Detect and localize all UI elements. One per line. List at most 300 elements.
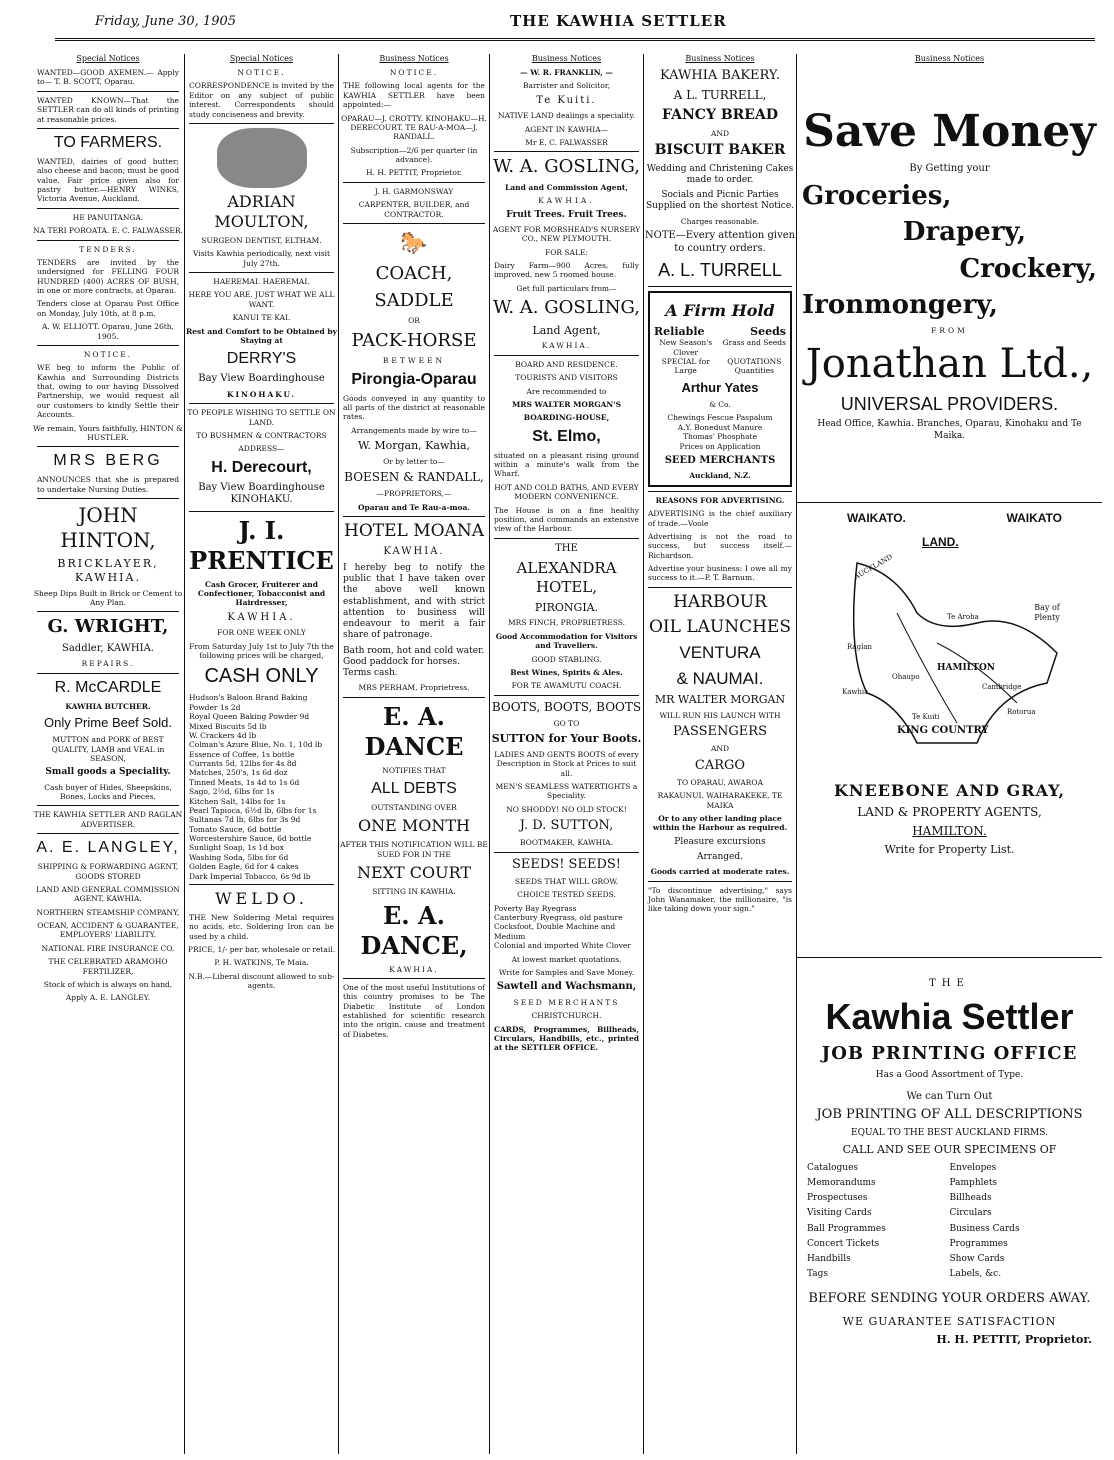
ad-launch-cargo: CARGO bbox=[694, 757, 746, 773]
ad-mccardle-meat: MUTTON and PORK of BEST QUALITY, LAMB and VEAL in SEASON, bbox=[51, 735, 165, 763]
settler-title: Kawhia Settler bbox=[825, 996, 1074, 1038]
ad-launch-morgan: MR WALTER MORGAN bbox=[654, 692, 786, 706]
ad-seeds-lowest: At lowest market quotations. bbox=[511, 954, 622, 964]
specimen-item: Programmes bbox=[949, 1238, 1008, 1249]
map-waikato-right: WAIKATO bbox=[1006, 510, 1062, 525]
ad-sutton-shoddy: NO SHODDY! NO OLD STOCK! bbox=[506, 804, 627, 814]
job-printing-ad bbox=[797, 957, 1102, 1347]
ad-yates-special: SPECIAL for Large bbox=[661, 357, 710, 376]
ad-yates-merchants: SEED MERCHANTS bbox=[664, 454, 776, 466]
ad-derry-here: HERE YOU ARE. JUST WHAT WE ALL WANT. bbox=[188, 290, 335, 309]
ad-sutton-sign: J. D. SUTTON, bbox=[519, 818, 614, 833]
ad-sutton-ladies: LADIES AND GENTS BOOTS of every Description in Stock at Prices to suit all. bbox=[494, 749, 639, 778]
specimen-item: Handbills bbox=[807, 1254, 851, 1265]
ad-seeds-choice: CHOICE TESTED SEEDS. bbox=[517, 890, 616, 900]
ad-yates bbox=[648, 291, 792, 487]
ad-diabetic: One of the most useful Institutions of this country promises to be The Diabetic Institute of London established for scientific research into the origin, cause and treatment of Diabetes. bbox=[343, 982, 485, 1039]
ad-gosling-title: W. A. GOSLING, bbox=[493, 156, 640, 178]
map-label: Rotorua bbox=[1007, 707, 1036, 716]
ad-gosling-fruit: Fruit Trees. Fruit Trees. bbox=[506, 209, 627, 220]
ad-launch-places: RAKAUNUI, WAIHARAKEKE, TE MAIKA bbox=[657, 791, 783, 810]
ad-tenders-close: Tenders close at Oparau Post Office on Monday, July 10th, at 8 p.m. bbox=[37, 299, 179, 318]
ad-franklin-place: Te Kuiti. bbox=[536, 94, 597, 106]
ad-stelmo-baths: HOT AND COLD BATHS, AND EVERY MODERN CONVENIENCE. bbox=[494, 482, 639, 502]
ad-moana-sign: MRS PERHAM, Proprietress. bbox=[358, 683, 470, 693]
ad-gosling-particulars: Get full particulars from— bbox=[516, 283, 617, 293]
ad-sutton-boots: BOOTS, BOOTS, BOOTS bbox=[491, 699, 642, 714]
specimen-item: Prospectuses bbox=[807, 1193, 868, 1204]
ad-launch-landing: Or to any other landing place within the Harbour as required. bbox=[652, 813, 788, 833]
ad-coach-goods: Goods conveyed in any quantity to all parts of the district at reasonable rates. bbox=[343, 393, 485, 422]
ad-coach-pack: PACK-HORSE bbox=[351, 329, 477, 351]
kneebone-place: HAMILTON. bbox=[912, 823, 987, 838]
ad-bakery-note: NOTE—Every attention given to country orders. bbox=[644, 230, 796, 254]
settler-equal: EQUAL TO THE BEST AUCKLAND FIRMS. bbox=[851, 1127, 1048, 1138]
ad-launch-ventura: VENTURA bbox=[679, 643, 761, 663]
ad-stelmo-morgan: MRS WALTER MORGAN'S bbox=[512, 399, 621, 409]
ad-agents-body: THE following local agents for the KAWHIA SETTLER have been appointed:— bbox=[343, 81, 485, 110]
ad-launch-will: WILL RUN HIS LAUNCH WITH bbox=[659, 710, 781, 720]
price-item: Kitchen Salt, 14lbs for 1s bbox=[189, 796, 286, 806]
jonathan-title: Jonathan Ltd., bbox=[805, 340, 1094, 387]
ad-gosling2-title: W. A. GOSLING, bbox=[493, 297, 640, 319]
waikato-map bbox=[837, 553, 1077, 753]
settler-turnout: We can Turn Out bbox=[906, 1090, 993, 1102]
ad-launch-title: OIL LAUNCHES bbox=[648, 617, 791, 637]
ad-gosling-sale: FOR SALE: bbox=[545, 247, 588, 257]
ad-langley-shipping: SHIPPING & FORWARDING AGENT, GOODS STORED bbox=[37, 862, 179, 881]
ad-garmonsway-title: J. H. GARMONSWAY bbox=[374, 186, 454, 196]
ad-gosling-place: KAWHIA. bbox=[538, 196, 595, 206]
ad-franklin-native: NATIVE LAND dealings a speciality. bbox=[498, 111, 635, 121]
ad-dance-sitting: SITTING IN KAWHIA. bbox=[372, 887, 456, 897]
jonathan-universal: UNIVERSAL PROVIDERS. bbox=[840, 393, 1059, 414]
ad-coach-title: COACH, bbox=[375, 263, 453, 285]
ad-derry-haeremai: HAEREMAI. HAEREMAI. bbox=[213, 277, 310, 286]
ad-weldo-nb: N.B.—Liberal discount allowed to sub-agents. bbox=[188, 971, 335, 991]
ad-sutton-place: BOOTMAKER, KAWHIA. bbox=[520, 838, 613, 848]
price-item: Worcestershire Sauce, 6d bottle bbox=[189, 834, 312, 843]
ad-prentice-cash: CASH ONLY bbox=[204, 665, 319, 688]
ad-seeds-write: Write for Samples and Save Money. bbox=[498, 967, 635, 977]
ad-moana-place: KAWHIA. bbox=[383, 546, 445, 558]
specimen-item: Circulars bbox=[949, 1208, 992, 1219]
specimen-item: Ball Programmes bbox=[807, 1223, 886, 1234]
specimen-item: Catalogues bbox=[807, 1162, 859, 1173]
ad-coach-places: Oparau and Te Rau-a-moa. bbox=[358, 502, 470, 512]
column-4 bbox=[489, 54, 643, 1454]
map-land: LAND. bbox=[922, 534, 959, 549]
ad-gosling2-place: KAWHIA. bbox=[541, 341, 592, 351]
ad-prentice-title: J. I. PRENTICE bbox=[189, 515, 334, 575]
ad-yates-clover: New Season's Clover bbox=[659, 338, 713, 357]
ad-langley-stock: Stock of which is always on hand, bbox=[43, 979, 173, 989]
price-item: Sunlight Soap, 1s 1d box bbox=[189, 843, 284, 853]
ad-langley-steamship: NORTHERN STEAMSHIP COMPANY, bbox=[36, 907, 180, 917]
ad-prentice-week: FOR ONE WEEK ONLY bbox=[217, 628, 306, 638]
ad-derecourt-title: H. Derecourt, bbox=[211, 458, 312, 476]
ad-seeds-grow: SEEDS THAT WILL GROW. bbox=[514, 876, 619, 886]
ad-derry-kai: KANUI TE KAI. bbox=[232, 313, 291, 323]
map-label: AUCKLAND bbox=[852, 552, 894, 582]
jonathan-branches: Head Office, Kawhia. Branches, Oparau, Kinohaku and Te Maika. bbox=[817, 419, 1082, 441]
ad-notice-sign: We remain, Yours faithfully, HINTON & HUSTLER. bbox=[33, 423, 183, 442]
ad-seeds-place: CHRISTCHURCH. bbox=[531, 1011, 602, 1021]
kneebone-write: Write for Property List. bbox=[884, 842, 1015, 856]
ad-moana-bath: Bath room, hot and cold water. bbox=[343, 645, 485, 656]
column-heading: Business Notices bbox=[914, 54, 985, 63]
map-label: Cambridge bbox=[982, 682, 1022, 691]
ad-farmers-body: WANTED, dairies of good butter; also cheese and bacon; must be good value. Fair price given also for pastry butter.—HENRY WINKS, Victoria Avenue, Auckland. bbox=[37, 156, 179, 204]
ad-moana-paddock: Good paddock for horses. bbox=[343, 656, 460, 667]
settler-type: Has a Good Assortment of Type. bbox=[875, 1069, 1024, 1080]
column-5 bbox=[643, 54, 796, 1454]
specimen-item: Envelopes bbox=[949, 1162, 997, 1173]
ad-launch-goods: Goods carried at moderate rates. bbox=[650, 867, 790, 877]
specimen-item: Billheads bbox=[949, 1193, 992, 1204]
ad-hinton-body: Sheep Dips Built in Brick or Cement to Any Plan. bbox=[33, 588, 183, 607]
ad-gosling-nursery: AGENT FOR MORSHEAD'S NURSERY CO., NEW PLYMOUTH. bbox=[492, 224, 641, 244]
ad-agents-title: NOTICE. bbox=[389, 68, 439, 77]
ad-stelmo-situated: situated on a pleasant rising ground within a minute's walk from the Wharf. bbox=[494, 450, 639, 479]
ad-stelmo-recommended: Are recommended to bbox=[526, 386, 607, 396]
ad-langley-land: LAND AND GENERAL COMMISSION AGENT, KAWHIA. bbox=[36, 884, 180, 904]
price-item: Dark Imperial Tobacco, 6s 9d lb bbox=[189, 871, 311, 881]
ad-yates-hold: A Firm Hold bbox=[665, 300, 775, 320]
issue-date: Friday, June 30, 1905 bbox=[95, 14, 237, 29]
ad-mccardle-small: Small goods a Speciality. bbox=[45, 767, 171, 778]
ad-bakery-socials: Socials and Picnic Parties Supplied on the shortest Notice. bbox=[645, 190, 795, 212]
ad-weldo-body: THE New Soldering Metal requires no acids, etc. Soldering Iron can be used by a child. bbox=[189, 912, 334, 941]
ad-yates-line: Chewings Fescue Paspalum bbox=[667, 413, 773, 423]
price-item: Tomato Sauce, 6d bottle bbox=[189, 824, 282, 834]
ad-axemen: WANTED—GOOD AXEMEN.— Apply to— T. B. SCOTT, Oparau. bbox=[37, 68, 179, 87]
ad-derry-title: DERRY'S bbox=[226, 350, 297, 368]
ad-franklin-trade: Barrister and Solicitor, bbox=[522, 81, 611, 91]
column-heading: Special Notices bbox=[76, 54, 140, 63]
jonathan-drapery: Drapery, bbox=[902, 217, 1027, 247]
seed-item: Poverty Bay Ryegrass bbox=[494, 903, 577, 913]
ad-yates-grass: Grass and Seeds bbox=[722, 338, 786, 348]
ad-agents-sign: H. H. PETTIT, Proprietor. bbox=[366, 168, 462, 178]
ad-yates-quotations: QUOTATIONS Quantities bbox=[727, 357, 782, 376]
ad-moulton-trade: SURGEON DENTIST, ELTHAM. bbox=[201, 235, 322, 245]
price-item: Sultanas 7d lb, 6lbs for 3s 9d bbox=[189, 815, 301, 825]
ad-reasons-title: REASONS FOR ADVERTISING. bbox=[655, 495, 785, 505]
masthead-title: THE KAWHIA SETTLER bbox=[510, 12, 727, 30]
ad-weldo-price: PRICE, 1/- per bar, wholesale or retail. bbox=[187, 945, 336, 954]
ad-stelmo-house: The House is on a fine healthy position, and commands an extensive view of the Harbour. bbox=[494, 505, 639, 534]
map-label: KING COUNTRY bbox=[897, 724, 989, 736]
ad-derecourt-house: Bay View Boardinghouse KINOHAKU. bbox=[198, 481, 325, 506]
ad-launch-arranged: Arranged. bbox=[697, 851, 743, 862]
ad-reasons-1: ADVERTISING is the chief auxiliary of trade.—Voole bbox=[648, 509, 792, 528]
price-item: Washing Soda, 5lbs for 6d bbox=[189, 852, 289, 862]
ad-coach-between: BETWEEN bbox=[382, 356, 446, 366]
ad-bakery-biscuit: BISCUIT BAKER bbox=[654, 142, 786, 159]
ad-bakery-and: AND bbox=[711, 128, 729, 138]
jonathan-save-money: Save Money bbox=[803, 106, 1096, 157]
ad-bakery-fancy: FANCY BREAD bbox=[662, 107, 778, 124]
ad-derry-rest: Rest and Comfort to be Obtained by Staying at bbox=[186, 326, 337, 345]
seed-item: Colonial and imported White Clover bbox=[494, 941, 631, 951]
ad-dance-after: AFTER THIS NOTIFICATION WILL BE SUED FOR IN THE bbox=[340, 840, 488, 859]
map-label: Bay of Plenty bbox=[1034, 602, 1060, 622]
specimen-item: Pamphlets bbox=[949, 1177, 998, 1188]
ad-coach-or: OR bbox=[408, 316, 420, 326]
page-header bbox=[55, 8, 1095, 41]
ad-alexandra-title: ALEXANDRA HOTEL, bbox=[516, 559, 617, 596]
ad-correspondence-body: CORRESPONDENCE is invited by the Editor on any subject of public interest. Correspondents should study conciseness and brevity. bbox=[189, 81, 334, 119]
ad-correspondence-title: NOTICE. bbox=[237, 68, 286, 77]
ad-yates-line: Prices on Application bbox=[679, 441, 761, 451]
column-heading: Special Notices bbox=[229, 54, 294, 63]
ad-bakery-wedding: Wedding and Christening Cakes made to order. bbox=[646, 163, 794, 185]
ad-yates-seeds: Seeds bbox=[750, 324, 786, 338]
specimen-item: Concert Tickets bbox=[807, 1238, 880, 1249]
ad-bakery-sign: A. L. TURRELL bbox=[658, 260, 782, 280]
ad-bushmen-title: TO BUSHMEN & CONTRACTORS bbox=[196, 430, 327, 440]
price-item: W. Crackers 4d lb bbox=[189, 730, 257, 740]
ad-langley-apply: Apply A. E. LANGLEY. bbox=[65, 993, 151, 1003]
price-item: Golden Eagle, 6d for 4 cakes bbox=[189, 862, 299, 872]
ad-langley-fire: NATIONAL FIRE INSURANCE CO. bbox=[41, 943, 175, 953]
ad-hinton-title: JOHN HINTON, bbox=[60, 503, 156, 552]
ad-moulton-title: ADRIAN MOULTON, bbox=[214, 191, 309, 231]
specimen-item: Visiting Cards bbox=[807, 1208, 872, 1219]
ad-launch-to: TO OPARAU, AWAROA bbox=[677, 777, 763, 787]
specimen-list bbox=[797, 1161, 1102, 1283]
ad-tenders-body: TENDERS are invited by the undersigned for FELLING FOUR HUNDRED (400) ACRES OF BUSH, in one or more contracts, at Oparau. bbox=[37, 257, 179, 295]
ad-moana-terms: Terms cash. bbox=[343, 668, 398, 678]
ad-alexandra-stabling: GOOD STABLING. bbox=[531, 654, 602, 664]
column-heading: Business Notices bbox=[379, 54, 449, 63]
ad-launch-pleasure: Pleasure excursions bbox=[674, 836, 766, 847]
ad-stelmo-board: BOARD AND RESIDENCE. bbox=[515, 359, 618, 369]
ad-dance-place: KAWHIA. bbox=[389, 964, 439, 974]
ad-bakery-charges: Charges reasonable. bbox=[680, 216, 760, 226]
column-2 bbox=[184, 54, 338, 1454]
specimen-item: Tags bbox=[807, 1269, 829, 1280]
price-item: Colman's Azure Blue, No. 1, 10d lb bbox=[189, 740, 323, 750]
ad-coach-letter: Or by letter to— bbox=[383, 456, 445, 466]
waikato-map-ad bbox=[797, 502, 1102, 771]
kneebone-title: KNEEBONE AND GRAY, bbox=[833, 780, 1066, 800]
settler-the: THE bbox=[929, 977, 970, 989]
ad-sutton-men: MEN'S SEAMLESS WATERTIGHTS a Speciality. bbox=[495, 781, 638, 801]
ad-langley-title: A. E. LANGLEY, bbox=[36, 839, 180, 857]
ad-derry-house: Bay View Boardinghouse bbox=[198, 373, 325, 385]
price-item: Mixed Biscuits 5d lb bbox=[189, 721, 267, 731]
jonathan-ironmongery: Ironmongery, bbox=[802, 290, 998, 320]
ad-alexandra-wines: Best Wines, Spirits & Ales. bbox=[510, 667, 623, 677]
ad-wright-repairs: REPAIRS. bbox=[81, 659, 135, 669]
ad-bakery-turrell: A L. TURRELL, bbox=[673, 88, 767, 103]
ad-settle-title: TO PEOPLE WISHING TO SETTLE ON LAND. bbox=[187, 408, 336, 427]
ad-yates-row bbox=[654, 325, 786, 339]
ad-langley-ocean: OCEAN, ACCIDENT & GUARANTEE, EMPLOYERS' LIABILITY. bbox=[37, 921, 179, 940]
jonathan-by: By Getting your bbox=[909, 163, 990, 174]
ad-yates-row bbox=[654, 357, 786, 376]
ad-yates-line: A.Y. Bonedust Manure bbox=[677, 422, 763, 432]
ad-seeds-merchants: SEED MERCHANTS bbox=[513, 997, 620, 1007]
ad-berg-body: ANNOUNCES that she is prepared to undertake Nursing Duties. bbox=[37, 475, 179, 494]
ad-notice-body: WE beg to inform the Public of Kawhia and Surrounding Districts that, owing to our having Dissolved Partnership, we would request all our customers to kindly Settle their Accounts. bbox=[37, 363, 179, 420]
ad-weldo-sign: P. H. WATKINS, Te Maia. bbox=[214, 958, 309, 968]
map-waikato-left: WAIKATO. bbox=[847, 510, 906, 525]
price-item: Essence of Coffee, 1s bottle bbox=[189, 749, 295, 759]
ad-agents-subscription: Subscription—2/6 per quarter (in advance). bbox=[350, 145, 478, 164]
ad-alexandra-finch: MRS FINCH, PROPRIETRESS. bbox=[508, 618, 625, 628]
ad-yates-reliable: Reliable bbox=[654, 324, 705, 338]
ad-launch-naumai: & NAUMAI. bbox=[676, 668, 764, 688]
ad-prentice-place: KAWHIA. bbox=[227, 611, 296, 623]
ad-alexandra-accommodation: Good Accommodation for Visitors and Travellers. bbox=[495, 631, 638, 651]
ad-launch-and: AND bbox=[711, 744, 729, 754]
ad-agents-list: OPARAU—J. CROTTY. KINOHAKU—H. DERECOURT. TE RAU-A-MOA—J. RANDALL. bbox=[341, 113, 487, 142]
ad-farmers-title: TO FARMERS. bbox=[53, 133, 163, 151]
ad-wright-trade: Saddler, KAWHIA. bbox=[61, 642, 154, 654]
ad-coach-boesen: BOESEN & RANDALL, bbox=[344, 470, 484, 485]
ad-stelmo-title: St. Elmo, bbox=[532, 427, 601, 445]
ad-sutton-goto: GO TO bbox=[553, 718, 580, 728]
coach-icon: 🐎 bbox=[400, 230, 428, 256]
map-label: Te Kuiti bbox=[912, 712, 940, 721]
settler-proprietor: H. H. PETTIT, Proprietor. bbox=[936, 1332, 1092, 1346]
ad-cards: CARDS, Programmes, Billheads, Circulars, Handbills, etc., printed at the SETTLER OFFICE. bbox=[494, 1024, 639, 1053]
map-label: HAMILTON bbox=[937, 662, 996, 673]
price-item: Royal Queen Baking Powder 9d bbox=[189, 712, 310, 722]
ad-dance-debts: ALL DEBTS bbox=[371, 780, 457, 797]
map-label: Kawhia bbox=[842, 687, 869, 696]
ad-reasons-2: Advertising is not the road to success, but success itself.—Richardson. bbox=[648, 531, 792, 560]
ad-launch-passengers: PASSENGERS bbox=[673, 723, 767, 739]
ad-coach-morgan: W. Morgan, Kawhia, bbox=[357, 439, 471, 453]
ad-garmonsway-trade: CARPENTER, BUILDER, and CONTRACTOR. bbox=[358, 200, 470, 219]
ad-panuitanga-title: HE PANUITANGA. bbox=[72, 212, 144, 222]
jonathan-from: FROM bbox=[931, 325, 968, 335]
jonathan-crockery: Crockery, bbox=[959, 253, 1097, 284]
ad-settler-rates: THE KAWHIA SETTLER AND RAGLAN ADVERTISER. bbox=[33, 810, 183, 829]
ad-mccardle-trade: KAWHIA BUTCHER. bbox=[65, 701, 151, 711]
ad-franklin-title: — W. R. FRANKLIN, — bbox=[520, 68, 613, 77]
ad-bakery-title: KAWHIA BAKERY. bbox=[660, 68, 780, 83]
ad-notice-title: NOTICE. bbox=[83, 349, 133, 359]
ad-sutton-title: SUTTON for Your Boots. bbox=[491, 732, 642, 745]
price-item: Currants 5d, 12lbs for 4s 8d bbox=[189, 759, 297, 768]
ad-dance-notifies: NOTIFIES THAT bbox=[382, 765, 446, 775]
ad-tenders-sign: A. W. ELLIOTT. Oparau, June 26th, 1905. bbox=[41, 322, 175, 341]
map-label: Te Aroha bbox=[947, 612, 979, 621]
ad-panuitanga-sign: NA TERI POROATA. E. C. FALWASSER. bbox=[33, 226, 183, 236]
specimen-item: Show Cards bbox=[949, 1254, 1005, 1265]
ad-address-label: ADDRESS— bbox=[238, 444, 285, 454]
ad-franklin-agent: AGENT IN KAWHIA— bbox=[524, 124, 609, 134]
ad-wright-title: G. WRIGHT, bbox=[47, 616, 169, 638]
ad-wanamaker: "To discontinue advertising," says John Wanamaker, the millionaire, "is like taking down your sign." bbox=[648, 885, 792, 914]
price-item: Pearl Tapioca, 6½d lb, 6lbs for 1s bbox=[189, 805, 317, 815]
ad-yates-line: Thomas' Phosphate bbox=[682, 432, 758, 442]
ad-reasons-3: Advertise your business: I owe all my success to it.—P. T. Barnum. bbox=[648, 564, 792, 583]
ad-yates-place: Auckland, N.Z. bbox=[689, 471, 751, 481]
ad-dance-court: NEXT COURT bbox=[356, 863, 472, 883]
map-label: Ohaupo bbox=[892, 672, 920, 681]
specimen-item: Business Cards bbox=[949, 1223, 1020, 1234]
ad-printing: WANTED KNOWN—That the SETTLER can do all kinds of printing at reasonable prices. bbox=[37, 95, 179, 124]
ad-mccardle-hides: Cash buyer of Hides, Sheepskins, Bones, Locks and Pieces. bbox=[44, 782, 172, 801]
specimen-item: Memorandums bbox=[807, 1177, 876, 1188]
settler-call: CALL AND SEE OUR SPECIMENS OF bbox=[842, 1142, 1057, 1156]
column-heading: Business Notices bbox=[685, 54, 755, 63]
ad-mccardle-title: R. McCARDLE bbox=[54, 678, 162, 696]
ad-seeds-sawtell: Sawtell and Wachsmann, bbox=[496, 981, 637, 993]
ad-dance-month: ONE MONTH bbox=[357, 816, 470, 836]
price-item: Sago, 2½d, 6lbs for 1s bbox=[189, 787, 275, 797]
ad-berg-title: MRS BERG bbox=[53, 452, 163, 470]
price-item: Matches, 250's, 1s 6d doz bbox=[189, 768, 288, 778]
ad-prentice-dates: From Saturday July 1st to July 7th the following prices will be charged, bbox=[189, 641, 334, 660]
ad-moana-body: I hereby beg to notify the public that I have taken over the above well known establishment, and with strict attention to business will endeavour to merit a fair share of patronage. bbox=[343, 562, 485, 641]
ad-yates-row bbox=[654, 338, 786, 357]
ad-moulton-visit: Visits Kawhia periodically, next visit July 27th. bbox=[193, 249, 330, 268]
ad-dance-outstanding: OUTSTANDING OVER bbox=[371, 803, 457, 812]
ad-langley-fertilizer: THE CELEBRATED ARAMOHO FERTILIZER, bbox=[48, 957, 168, 976]
price-item: Tinned Meats, 1s 4d to 1s 6d bbox=[189, 777, 300, 787]
ad-franklin-falwasser: Mr E. C. FALWASSER bbox=[525, 138, 608, 147]
ad-yates-co: & Co. bbox=[709, 400, 731, 409]
ad-weldo-title: WELDO. bbox=[215, 888, 308, 908]
seed-item: Canterbury Ryegrass, old pasture bbox=[494, 913, 623, 922]
ad-moana-title: HOTEL MOANA bbox=[344, 521, 484, 541]
dentures-illustration bbox=[217, 128, 307, 188]
column-right bbox=[796, 54, 1102, 1454]
ad-alexandra-coach: FOR TE AWAMUTU COACH. bbox=[511, 681, 622, 691]
ad-coach-saddle: SADDLE bbox=[374, 289, 454, 311]
ad-coach-route: Pirongia-Oparau bbox=[351, 370, 477, 388]
seed-item: Cocksfoot, Double Machine and Medium bbox=[494, 922, 616, 941]
ad-gosling2-trade: Land Agent, bbox=[532, 323, 601, 337]
price-item: Hudson's Baloon Brand Baking Powder 1s 2d bbox=[189, 693, 308, 712]
ad-dance-title: E. A. DANCE bbox=[364, 701, 464, 761]
jonathan-groceries: Groceries, bbox=[802, 180, 952, 211]
ad-seeds-title: SEEDS! SEEDS! bbox=[511, 856, 621, 872]
ad-coach-proprietors: —PROPRIETORS,— bbox=[376, 489, 452, 499]
column-heading: Business Notices bbox=[531, 54, 602, 63]
ad-mccardle-beef: Only Prime Beef Sold. bbox=[44, 715, 172, 730]
ad-alexandra-the: THE bbox=[555, 542, 578, 554]
map-label: Raglan bbox=[847, 642, 873, 651]
ad-stelmo-tourists: TOURISTS AND VISITORS bbox=[515, 373, 618, 383]
ad-stelmo-boarding: BOARDING-HOUSE, bbox=[523, 413, 610, 423]
ad-alexandra-place: PIRONGIA. bbox=[534, 600, 599, 614]
settler-before: BEFORE SENDING YOUR ORDERS AWAY. bbox=[808, 1290, 1091, 1306]
ad-launch-harbour: HARBOUR bbox=[673, 591, 767, 612]
kneebone-agents: LAND & PROPERTY AGENTS, bbox=[857, 804, 1042, 819]
ad-hinton-trade: BRICKLAYER, KAWHIA. bbox=[57, 557, 159, 584]
ad-gosling-farm: Dairy Farm—900 Acres, fully improved, new 5 roomed house. bbox=[494, 261, 639, 280]
ad-prentice-trade: Cash Grocer, Fruiterer and Confectioner, Tobacconist and Hairdresser, bbox=[197, 579, 326, 608]
ad-gosling-trade: Land and Commission Agent, bbox=[504, 182, 629, 192]
settler-descriptions: JOB PRINTING OF ALL DESCRIPTIONS bbox=[816, 1107, 1083, 1123]
ad-derry-place: KINOHAKU. bbox=[226, 389, 297, 399]
settler-office: JOB PRINTING OFFICE bbox=[821, 1043, 1078, 1065]
ad-yates-title: Arthur Yates bbox=[681, 379, 759, 395]
ad-dance-sign: E. A. DANCE, bbox=[360, 900, 468, 960]
ad-coach-arrange: Arrangements made by wire to— bbox=[351, 425, 477, 435]
specimen-item: Labels, &c. bbox=[949, 1269, 1002, 1280]
settler-guarantee: WE GUARANTEE SATISFACTION bbox=[842, 1314, 1057, 1328]
ad-tenders-title: TENDERS. bbox=[79, 244, 137, 254]
